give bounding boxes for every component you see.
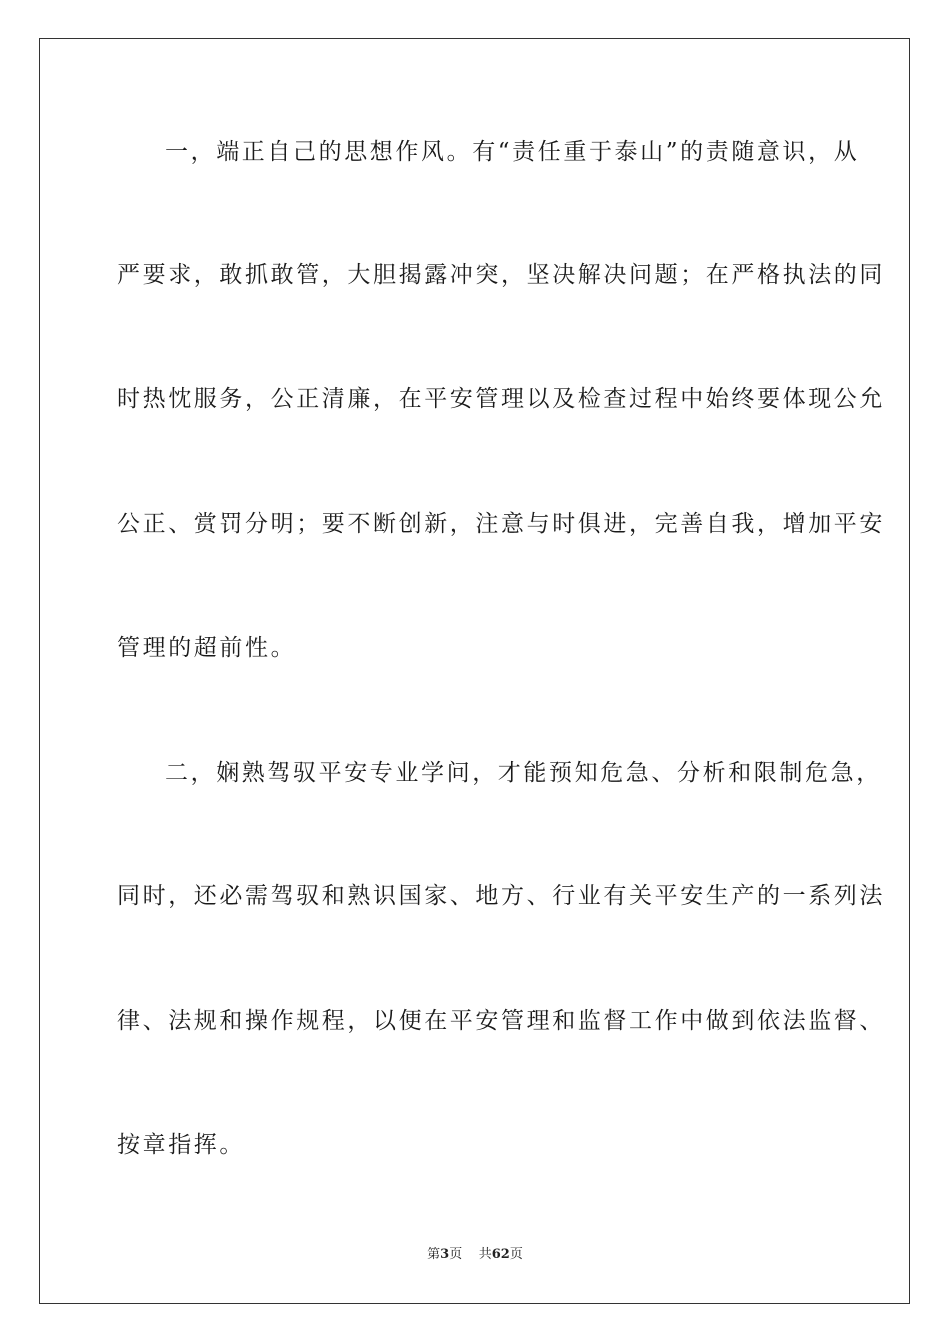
page-footer bbox=[0, 1246, 950, 1264]
paragraph-1-line-5: 管理的超前性。 bbox=[117, 635, 297, 661]
total-prefix: 共 bbox=[478, 1247, 492, 1262]
paragraph-1-line-1: 一，端正自己的思想作风。有“责任重于泰山”的责随意识，从 bbox=[165, 139, 860, 165]
total-suffix: 页 bbox=[509, 1247, 523, 1262]
paragraph-2-line-4: 按章指挥。 bbox=[117, 1132, 245, 1158]
page-border bbox=[39, 38, 910, 1304]
paragraph-2-line-1: 二，娴熟驾驭平安专业学问，才能预知危急、分析和限制危急， bbox=[165, 760, 882, 786]
paragraph-2-line-2: 同时，还必需驾驭和熟识国家、地方、行业有关平安生产的一系列法 bbox=[117, 883, 885, 909]
paragraph-2-line-3: 律、法规和操作规程，以便在平安管理和监督工作中做到依法监督、 bbox=[117, 1008, 885, 1034]
page-suffix: 页 bbox=[449, 1247, 463, 1262]
paragraph-1-line-3: 时热忱服务，公正清廉，在平安管理以及检查过程中始终要体现公允 bbox=[117, 386, 885, 412]
page-prefix: 第 bbox=[427, 1247, 441, 1262]
paragraph-1-line-4: 公正、赏罚分明；要不断创新，注意与时俱进，完善自我，增加平安 bbox=[117, 511, 885, 537]
paragraph-1-line-2: 严要求，敢抓敢管，大胆揭露冲突，坚决解决问题；在严格执法的同 bbox=[117, 262, 885, 288]
total-pages: 62 bbox=[491, 1247, 510, 1262]
page-number: 3 bbox=[440, 1247, 450, 1262]
